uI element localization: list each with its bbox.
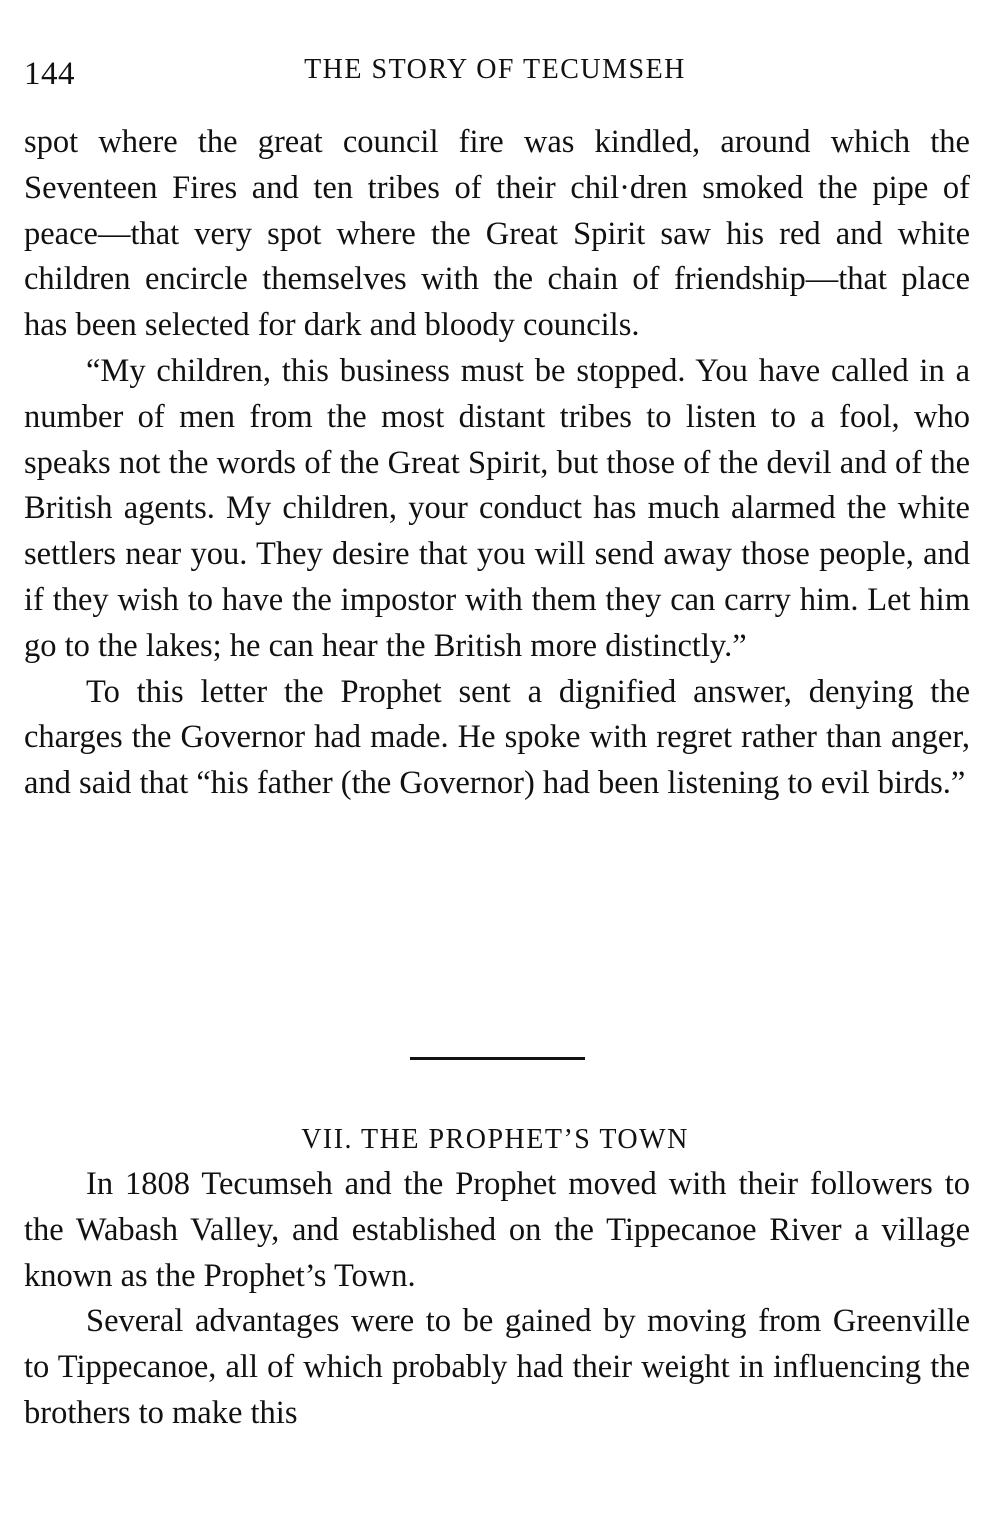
- section-divider-rule: [410, 1057, 585, 1060]
- paragraph-move-to-wabash: In 1808 Tecumseh and the Prophet moved with their followers to the Wabash Valley, and established on the Tippecanoe River a village known as the Prophet’s Town.: [24, 1166, 970, 1294]
- page-number: 144: [24, 56, 75, 92]
- paragraph-governor-letter: “My children, this business must be stopped. You have called in a number of men from the most distant tribes to listen to a fool, who speaks not the words of the Great Spirit, but those of the devil and of the British agents. My children, your conduct has much alarmed the white settlers near you. They desire that you will send away those people, and if they wish to have the impostor with them they can carry him. Let him go to the lakes; he can hear the British more distinctly.”: [24, 352, 970, 664]
- chapter-continuation: [24, 120, 970, 807]
- section-body: [24, 1162, 970, 1437]
- page-header: [0, 48, 1000, 98]
- paragraph-advantages: Several advantages were to be gained by moving from Greenville to Tippecanoe, all of which probably had their weight in influencing the brothers to make this: [24, 1303, 970, 1431]
- section-heading: VII. THE PROPHET’S TOWN: [301, 1124, 689, 1155]
- paragraph-council-spot: spot where the great council fire was kindled, around which the Seventeen Fires and ten tribes of their chil·dren smoked the pipe of peace—that very spot where the Great Spirit saw his red and white children encircle themselves with the chain of friendship—that place has been selected for dark and bloody councils.: [24, 124, 970, 344]
- paragraph-prophet-answer: To this letter the Prophet sent a dignified answer, denying the charges the Governor had made. He spoke with regret rather than anger, and said that “his father (the Governor) had been listening to evil birds.”: [24, 673, 970, 802]
- running-title: THE STORY OF TECUMSEH: [304, 54, 686, 85]
